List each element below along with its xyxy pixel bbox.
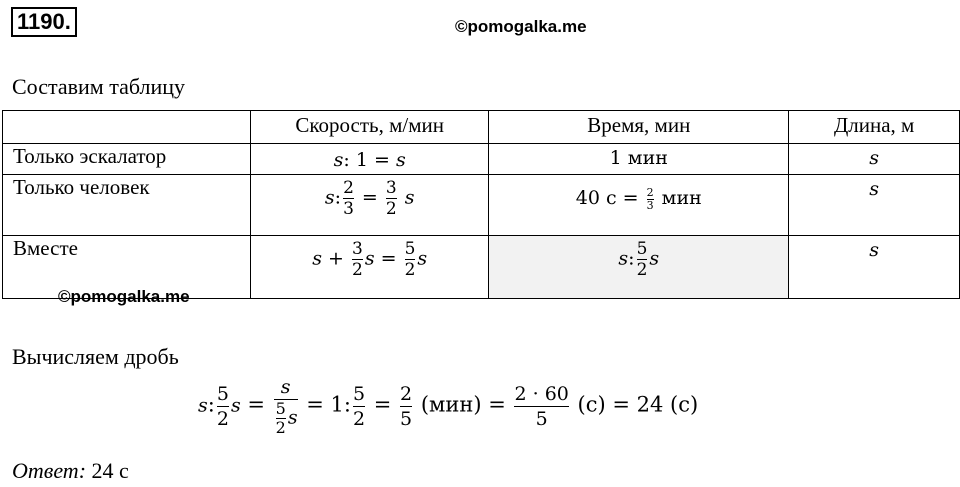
table-row: [3, 144, 960, 175]
speed-person: [251, 175, 489, 236]
answer: [12, 458, 129, 484]
length-escalator-value: s: [869, 147, 880, 169]
watermark-top: ©pomogalka.me: [455, 17, 587, 36]
length-escalator: [789, 144, 960, 175]
time-person-expr: 40 с = $\frac{2}{3}$ мин: [575, 185, 702, 212]
table-row: [3, 175, 960, 236]
answer-value: 24 с: [91, 458, 129, 483]
data-table: [2, 110, 960, 299]
speed-together: [251, 236, 489, 299]
time-person: [489, 175, 789, 236]
compute-label: Вычисляем дробь: [12, 344, 179, 369]
header-time: Время, мин: [489, 111, 789, 144]
time-escalator-value: 1 мин: [609, 147, 668, 169]
time-together: [489, 236, 789, 299]
main-equation: s: $\frac{5}{2}$ s = s $\frac{5}{2}$ s = 1: $\frac{5}{2}$ = $\frac{2}{5}$ (мин) = $\frac{2 \cdot 60}{5}$ (с) = 24 (с): [198, 376, 699, 437]
header-speed: Скорость, м/мин: [251, 111, 489, 144]
time-escalator: [489, 144, 789, 175]
time-together-expr: s: $\frac{5}{2}$ s: [618, 239, 660, 280]
length-person-value: s: [869, 178, 880, 200]
length-together-value: s: [869, 239, 880, 261]
header-length: Длина, м: [789, 111, 960, 144]
row-label-together: Вместе: [3, 236, 251, 299]
row-label-person: Только человек: [3, 175, 251, 236]
speed-escalator: [251, 144, 489, 175]
table-header-row: [3, 111, 960, 144]
answer-label: Ответ:: [12, 458, 87, 483]
length-together: [789, 236, 960, 299]
problem-number: 1190.: [11, 7, 77, 37]
header-cell-empty: [3, 111, 251, 144]
intro-text: Составим таблицу: [12, 74, 186, 99]
speed-person-expr: s: $\frac{2}{3}$ = $\frac{3}{2}$ s: [324, 178, 415, 219]
speed-together-expr: s + $\frac{3}{2}$ s = $\frac{5}{2}$ s: [312, 239, 428, 280]
watermark-table: ©pomogalka.me: [58, 287, 190, 306]
row-label-escalator: Только эскалатор: [3, 144, 251, 175]
speed-escalator-expr: s: 1 = s: [333, 149, 406, 171]
length-person: [789, 175, 960, 236]
